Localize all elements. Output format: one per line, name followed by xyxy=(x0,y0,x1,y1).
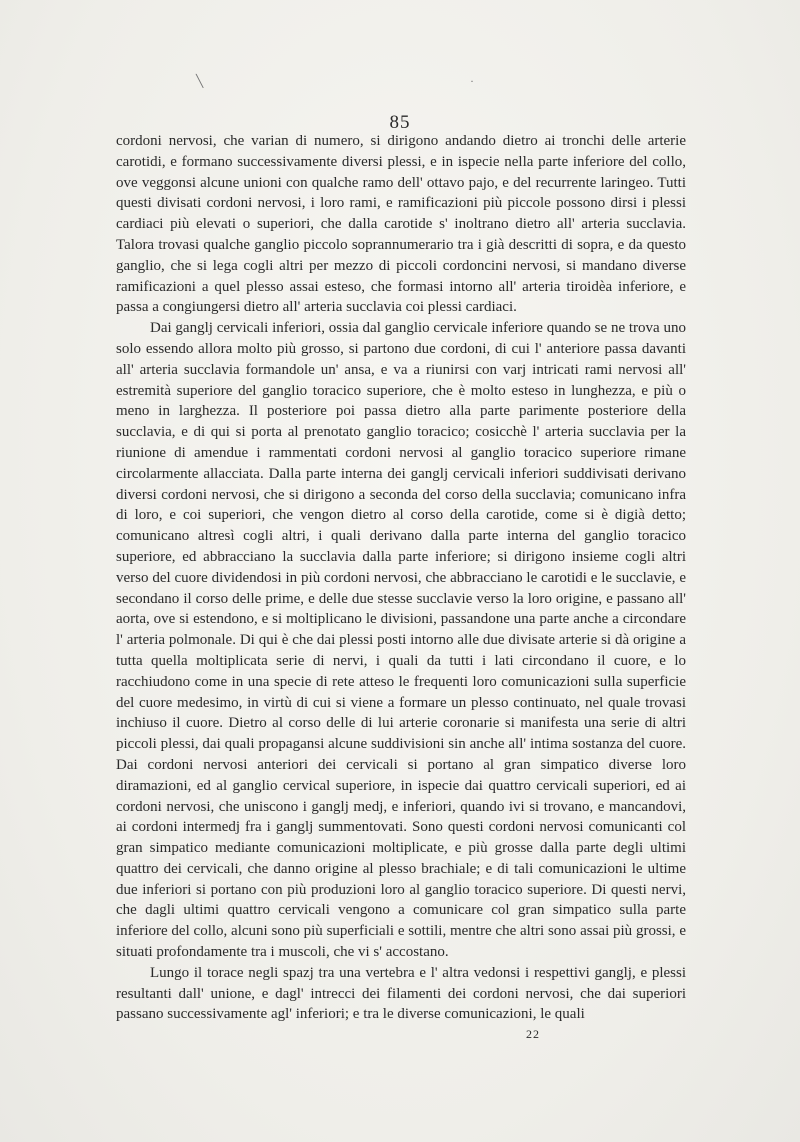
printer-signature: 22 xyxy=(526,1027,540,1041)
paragraph: Lungo il torace negli spazj tra una vertebra e l' altra vedonsi i respettivi ganglj, e plessi resultanti dall' unione, e dagl' intrecci dei filamenti dei cordoni nervosi, che dai superiori passano successivamente agl' inferiori; e tra le diverse comunicazioni, le quali xyxy=(116,964,686,1023)
body-text xyxy=(116,131,686,1025)
page-number: 85 xyxy=(389,112,411,133)
paragraph: cordoni nervosi, che varian di numero, si dirigono andando dietro ai tronchi delle arterie carotidi, e formano successivamente diversi plessi, e in ispecie nella parte inferiore del collo, ove veggonsi alcune unioni con qualche ramo dell' ottavo pajo, e del recurrente laringeo. Tutti questi divisati cordoni nervosi, i loro rami, e ramificazioni più piccole possono dirsi i plessi cardiaci più elevati o superiori, che dalla carotide s' inoltrano dietro all' arteria succlavia. Talora trovasi qualche ganglio piccolo soprannumerario tra i già descritti di sopra, e da questo ganglio, che si lega cogli altri per mezzo di piccoli cordoncini nervosi, si mandano diverse ramificazioni a quel plesso assai esteso, che formasi intorno all' arteria tiroidèa inferiore, e passa a congiungersi dietro all' arteria succlavia coi plessi cardiaci. xyxy=(116,133,686,316)
page-mark: · xyxy=(470,74,474,88)
paragraph: Dai ganglj cervicali inferiori, ossia dal ganglio cervicale inferiore quando se ne trova uno solo essendo allora molto più grosso, si partono due cordoni, di cui l' anteriore passa davanti all' arteria succlavia formandole un' ansa, e va a riunirsi con varj intricati rami nervosi all' estremità superiore del ganglio toracico superiore, che è molto esteso in lunghezza, e più o meno in larghezza. Il posteriore poi passa dietro alla parte parimente posteriore della succlavia, e di qui si porta al prenotato ganglio toracico; cosicchè l' arteria succlavia per la riunione di amendue i rammentati cordoni nervosi al ganglio toracico superiore rimane circolarmente allacciata. Dalla parte interna dei ganglj cervicali inferiori suddivisati derivano diversi cordoni nervosi, che si dirigono a seconda del corso della succlavia; comunicano infra di loro, e coi superiori, che vengon dietro al corso della carotide, come si è digià detto; comunicano altresì cogli altri, i quali derivano dalla parte interna del ganglio toracico superiore, ed abbracciano la succlavia dalla parte inferiore; si dirigono insieme cogli altri verso del cuore dividendosi in più cordoni nervosi, che abbracciano le carotidi e le succlavie, e secondano il corso delle prime, e delle due stesse succlavie verso la loro origine, e passano all' aorta, ove si estendono, e si moltiplicano le divisioni, passandone una parte anche a circondare l' arteria polmonale. Di qui è che dai plessi posti intorno alle due divisate arterie si dà origine a tutta quella moltiplicata serie di nervi, i quali da tutti i lati circondano il cuore, e lo racchiudono come in una specie di rete atteso le frequenti loro comunicazioni sulla superficie del cuore medesimo, in virtù di cui si viene a formare un plesso continuato, nel quale trovasi inchiuso il cuore. Dietro al corso delle di lui arterie coronarie si manifesta una serie di altri piccoli plessi, dai quali propagansi alcune suddivisioni sin anche all' intima sostanza del cuore. Dai cordoni nervosi anteriori dei cervicali si portano al gran simpatico diverse loro diramazioni, ed al ganglio cervical superiore, in ispecie dai quattro cervicali superiori, ed ai cordoni nervosi, che uniscono i ganglj medj, e inferiori, quando ivi si trovano, e mancandovi, ai cordoni intermedj fra i ganglj summentovati. Sono questi cordoni nervosi comunicanti col gran simpatico mediante comunicazioni moltiplicate, e più grosse dalla parte degli ultimi quattro dei cervicali, che danno origine al plesso brachiale; e di tali comunicazioni le ultime due inferiori si portano con più produzioni loro al ganglio toracico superiore. Di questi nervi, che dagli ultimi quattro cervicali vengono a comunicare col gran simpatico sulla parte inferiore del collo, alcuni sono più superficiali e sottili, mentre che altri sono assai più grossi, e situati profondamente tra i muscoli, che vi s' accostano. xyxy=(116,320,686,961)
page-mark: ╲ xyxy=(196,74,204,88)
